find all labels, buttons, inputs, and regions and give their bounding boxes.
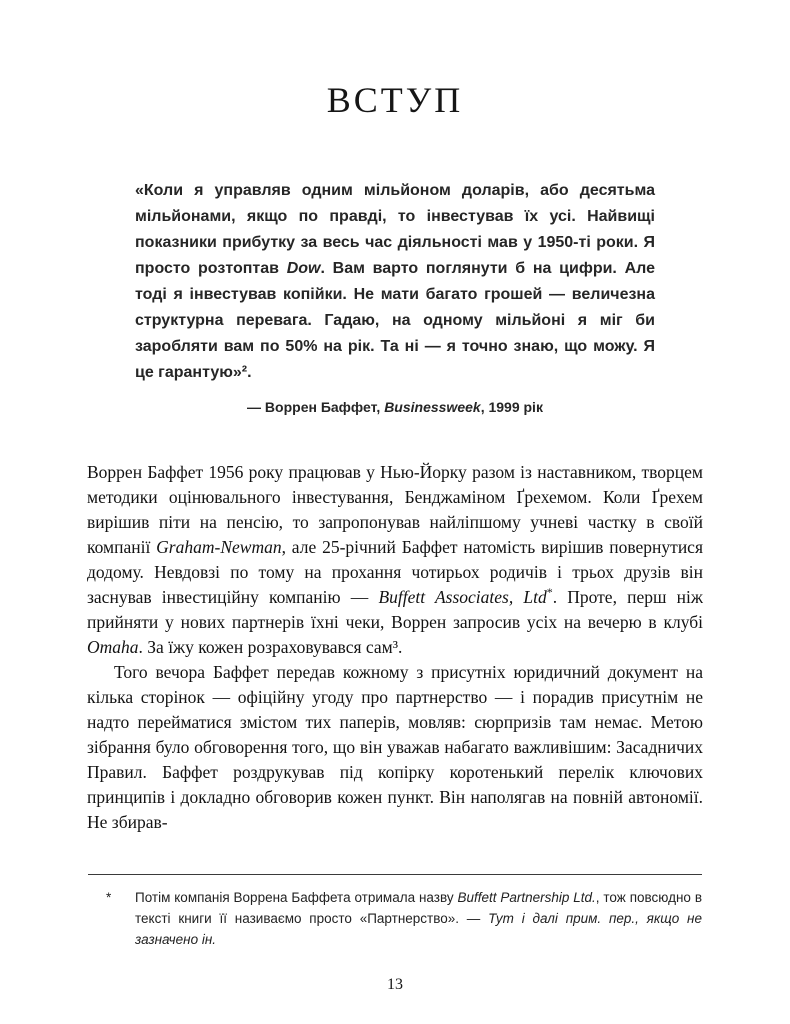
footnote-area (88, 874, 702, 950)
footnote-marker: * (106, 890, 112, 905)
epigraph-quote-text: «Коли я управляв одним мільйоном доларів, або десятьма мільйонами, якщо по правді, то інвестував їх усі. Найвищі показники прибутку за весь час діяльності мав у 1950-ті роки. Я просто розтоптав Dow. Вам варто поглянути б на цифри. Але тоді я інвестував копійки. Не мати багато грошей — величезна структурна перевага. Гадаю, на одному мільйоні я міг би заробляти вам по 50% на рік. Та ні — я точно знаю, що можу. Я це гарантую»². (135, 182, 656, 381)
footnote-separator (88, 874, 702, 875)
epigraph-attribution: — Воррен Баффет, Businessweek, 1999 рік (247, 399, 543, 415)
footnote (88, 887, 702, 950)
page-title: ВСТУП (326, 80, 464, 120)
body-text (87, 460, 703, 835)
footnote-text: Потім компанія Воррена Баффета отримала назву Buffett Partnership Ltd., тож повсюдно в тексті книги її називаємо просто «Партнерство». — Тут і далі прим. пер., якщо не зазначено ін. (135, 890, 702, 947)
page-number: 13 (387, 976, 403, 993)
body-paragraph: Воррен Баффет 1956 року працював у Нью-Йорку разом із наставником, творцем методики оцінювального інвестування, Бенджаміном Ґрехемом. Коли Ґрехем вирішив піти на пенсію, то запропонував найліпшому учневі частку в своїй компанії Graham-Newman, але 25-річний Баффет натомість вирішив повернутися додому. Невдовзі по тому на прохання чотирьох родичів і трьох друзів він заснував інвестиційну компанію — Buffett Associates, Ltd*. Проте, перш ніж прийняти у нових партнерів їхні чеки, Воррен запросив усіх на вечерю в клубі Omaha. За їжу кожен розраховувався сам³. (87, 462, 703, 657)
epigraph-block (135, 178, 655, 418)
body-paragraph: Того вечора Баффет передав кожному з присутніх юридичний документ на кілька сторінок — офіційну угоду про партнерство — і порадив присутнім не надто перейматися змістом тих паперів, мовляв: сюрпризів там немає. Метою зібрання було обговорення того, що він уважав набагато важливішим: Засадничих Правил. Баффет роздрукував під копірку коротенький перелік ключових принципів і докладно обговорив кожен пункт. Він наполягав на повній автономії. Не збирав- (87, 662, 703, 832)
